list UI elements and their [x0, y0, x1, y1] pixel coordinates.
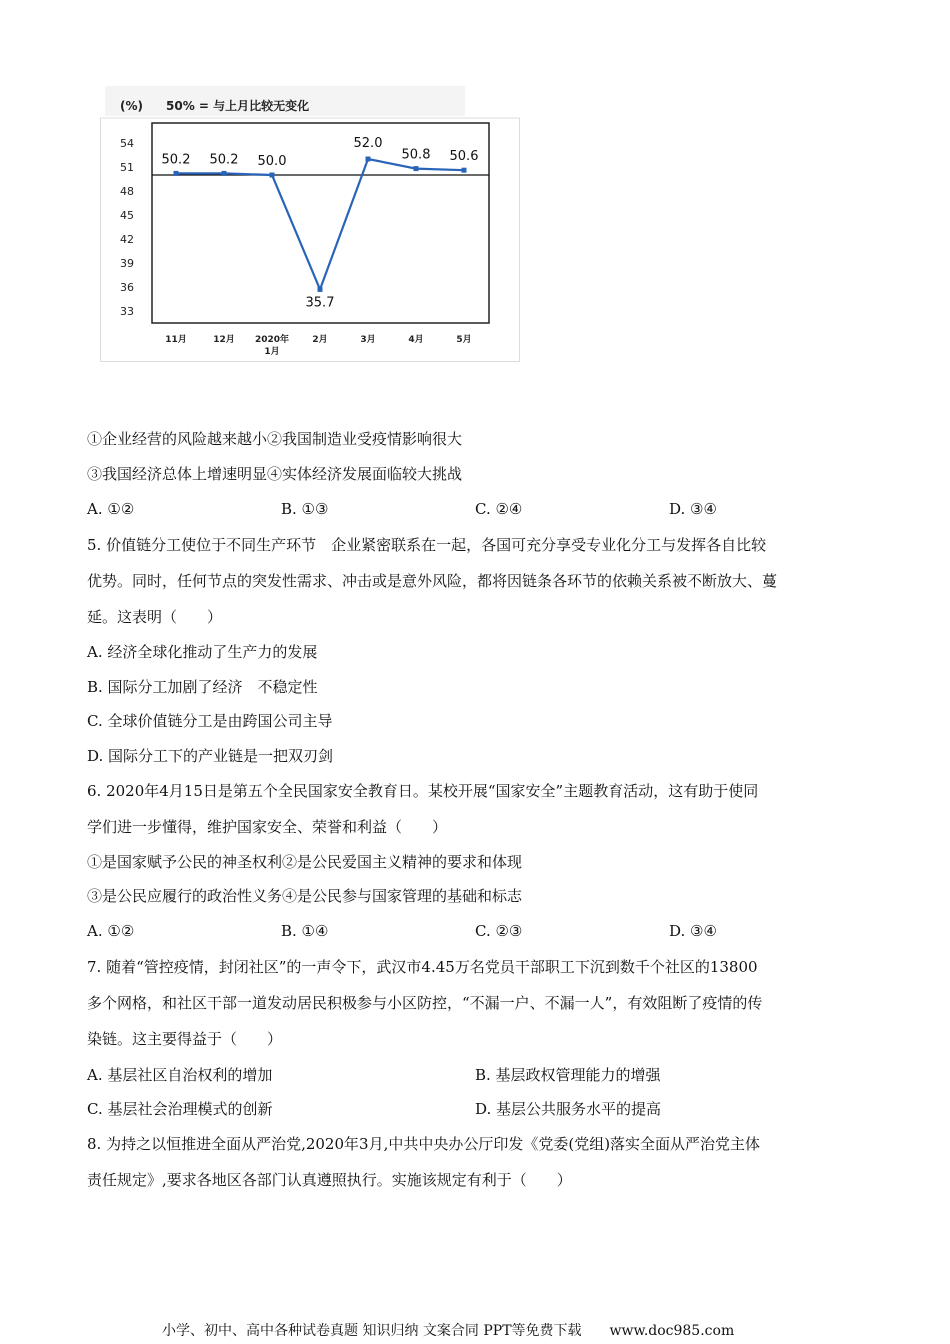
- x-tick-label: 5月: [456, 335, 472, 345]
- chart-canvas: [100, 86, 520, 362]
- x-tick-label: 2020年: [254, 335, 290, 345]
- x-tick-label: 2月: [312, 335, 328, 345]
- q7-stem-line-2: 多个网格，和社区干部一道发动居民积极参与小区防控，“不漏一户、不漏一人”，有效阻断了疫情的传: [87, 994, 763, 1012]
- footer-download-notice[interactable]: 小学、初中、高中各种试卷真题 知识归纳 文案合同 PPT等免费下载 www.doc985.com: [162, 1323, 735, 1339]
- q6-option-c[interactable]: C. ②③: [475, 922, 523, 940]
- data-label: 50.6: [449, 149, 479, 165]
- q6-statement-2: ③是公民应履行的政治性义务④是公民参与国家管理的基础和标志: [87, 887, 523, 905]
- data-point: [270, 173, 275, 178]
- q8-stem-line-1: 8. 为持之以恒推进全面从严治党,2020年3月,中共中央办公厅印发《党委(党组)落实全面从严治党主体: [87, 1135, 761, 1153]
- y-tick-label: 45: [120, 209, 134, 222]
- q5-option-c[interactable]: C. 全球价值链分工是由跨国公司主导: [87, 712, 333, 730]
- data-point: [462, 168, 467, 173]
- q5-option-a[interactable]: A. 经济全球化推动了生产力的发展: [87, 643, 318, 661]
- q4-statement-1: ①企业经营的风险越来越小②我国制造业受疫情影响很大: [87, 430, 463, 448]
- q4-option-b[interactable]: B. ①③: [281, 500, 329, 518]
- data-label: 35.7: [305, 295, 335, 311]
- y-axis-unit-label: (%): [120, 99, 143, 113]
- q6-option-a[interactable]: A. ①②: [87, 922, 135, 940]
- data-point: [366, 157, 371, 162]
- data-label: 50.2: [209, 152, 239, 168]
- x-tick-label: 11月: [165, 335, 187, 345]
- q4-statement-2: ③我国经济总体上增速明显④实体经济发展面临较大挑战: [87, 465, 463, 483]
- q6-statement-1: ①是国家赋予公民的神圣权利②是公民爱国主义精神的要求和体现: [87, 853, 523, 871]
- q5-option-d[interactable]: D. 国际分工下的产业链是一把双刃剑: [87, 747, 334, 765]
- chart-title: 50% = 与上月比较无变化: [166, 99, 310, 113]
- y-tick-label: 36: [120, 281, 134, 294]
- q7-option-a[interactable]: A. 基层社区自治权利的增加: [87, 1066, 273, 1084]
- y-tick-label: 48: [120, 185, 134, 198]
- data-label: 50.2: [161, 152, 191, 168]
- data-label: 50.0: [257, 154, 287, 169]
- q6-stem-line-1: 6. 2020年4月15日是第五个全民国家安全教育日。某校开展“国家安全”主题教育活动，这有助于使同: [87, 782, 759, 800]
- q7-option-d[interactable]: D. 基层公共服务水平的提高: [475, 1100, 662, 1118]
- data-point: [414, 166, 419, 171]
- data-label: 50.8: [401, 147, 431, 163]
- y-tick-label: 33: [120, 305, 134, 318]
- x-tick-label: 1月: [264, 347, 280, 357]
- x-tick-label: 3月: [360, 335, 376, 345]
- y-tick-label: 54: [120, 137, 134, 150]
- q6-stem-line-2: 学们进一步懂得，维护国家安全、荣誉和利益（ ）: [87, 818, 448, 836]
- data-point: [174, 171, 179, 176]
- pmi-line-chart: [100, 86, 520, 362]
- q5-stem-line-1: 5. 价值链分工使位于不同生产环节 企业紧密联系在一起，各国可充分享受专业化分工与发挥各自比较: [87, 536, 767, 554]
- y-tick-label: 51: [120, 161, 134, 174]
- q5-option-b[interactable]: B. 国际分工加剧了经济 不稳定性: [87, 678, 318, 696]
- q7-stem-line-1: 7. 随着“管控疫情，封闭社区”的一声令下，武汉市4.45万名党员干部职工下沉到数千个社区的13800: [87, 958, 758, 976]
- x-tick-label: 12月: [213, 335, 235, 345]
- y-tick-label: 42: [120, 233, 134, 246]
- q4-option-a[interactable]: A. ①②: [87, 500, 135, 518]
- x-tick-label: 4月: [408, 335, 424, 345]
- q5-stem-line-3: 延。这表明（ ）: [87, 608, 223, 626]
- q7-stem-line-3: 染链。这主要得益于（ ）: [87, 1030, 283, 1048]
- q7-option-b[interactable]: B. 基层政权管理能力的增强: [475, 1066, 661, 1084]
- data-label: 52.0: [353, 136, 383, 151]
- y-tick-label: 39: [120, 257, 134, 270]
- q7-option-c[interactable]: C. 基层社会治理模式的创新: [87, 1100, 273, 1118]
- data-point: [318, 287, 323, 292]
- q6-option-b[interactable]: B. ①④: [281, 922, 329, 940]
- q4-option-d[interactable]: D. ③④: [669, 500, 717, 518]
- q5-stem-line-2: 优势。同时，任何节点的突发性需求、冲击或是意外风险，都将因链条各环节的依赖关系被不断放大、蔓: [87, 572, 778, 590]
- data-point: [222, 171, 227, 176]
- q4-option-c[interactable]: C. ②④: [475, 500, 523, 518]
- q6-option-d[interactable]: D. ③④: [669, 922, 717, 940]
- q8-stem-line-2: 责任规定》,要求各地区各部门认真遵照执行。实施该规定有利于（ ）: [87, 1171, 572, 1189]
